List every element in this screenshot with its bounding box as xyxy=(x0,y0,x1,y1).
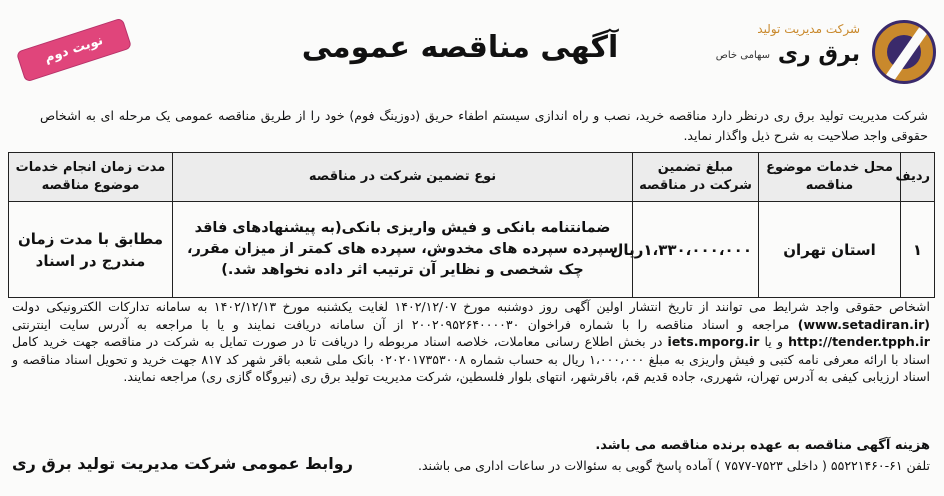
company-type: سهامی خاص xyxy=(715,50,770,61)
company-logo xyxy=(716,16,936,94)
tender-table xyxy=(8,152,935,298)
table-header-row xyxy=(9,153,935,202)
phone-note: تلفن ۶۱-۵۵۲۲۱۴۶۰ ( داخلی ۷۵۲۳-۷۵۷۷ ) آماده پاسخ گویی به سئوالات در ساعات اداری می باشند. xyxy=(418,458,930,473)
intro-paragraph: شرکت مدیریت تولید برق ری درنظر دارد مناقصه خرید، نصب و راه اندازی سیستم اطفاء حریق (دوزینگ فوم) خود را از طریق مناقصه عمومی یک مرحله ای به اشخاص حقوقی واجد صلاحیت به شرح ذیل واگذار نماید. xyxy=(40,108,928,143)
setadiran-link[interactable]: (www.setadiran.ir) xyxy=(797,316,931,332)
iets-link[interactable]: iets.mporg.ir xyxy=(667,334,760,349)
header-guarantee-type: نوع تضمین شرکت در مناقصه xyxy=(173,153,633,202)
instructions-part-3: و یا xyxy=(764,334,783,349)
cell-location: استان تهران xyxy=(759,202,901,298)
company-name: برق ری xyxy=(777,42,860,67)
instructions-part-4: در بخش اطلاع رسانی معاملات، خلاصه اسناد مربوطه را دریافت تا در صورت تمایل به شرکت در مناقصه جهت خرید کامل اسناد با ارائه معرفی نامه کتبی و فیش واریزی به مبلغ ۱،۰۰۰،۰۰۰ ریال به حساب شماره ۰۲۰۲۰۱۷۳۵۳۰۰۸ بانک ملی شعبه باقر شهر کد ۸۱۷ جهت خرید و تحویل اسناد مناقصه و اسناد ارزیابی کیفی به آدرس تهران، شهرری، جاده قدیم قم، باقرشهر، انتهای بلوار فلسطین، شرکت مدیریت تولید برق ری (نیروگاه گازی ری) مراجعه نمایند. xyxy=(12,334,930,384)
logo-emblem-icon xyxy=(872,20,936,84)
cell-guarantee-type: ضمانتنامه بانکی و فیش واریزی بانکی(به پیشنهادهای فاقد سپرده سپرده های مخدوش، سپرده های کمتر از میزان مقرر، چک شخصی و نظایر آن ترتیب اثر داده نخواهد شد.) xyxy=(173,202,633,298)
cell-duration: مطابق با مدت زمان مندرج در اسناد xyxy=(9,202,173,298)
company-subtitle: شرکت مدیریت تولید xyxy=(757,22,860,36)
cell-row-number: ۱ xyxy=(901,202,935,298)
tender-site-link[interactable]: http://tender.tpph.ir xyxy=(788,334,930,349)
cost-note: هزینه آگهی مناقصه به عهده برنده مناقصه می باشد. xyxy=(595,438,930,453)
header-amount: مبلغ تضمین شرکت در مناقصه xyxy=(633,153,759,202)
instructions-part-2: مراجعه و اسناد مناقصه را با شماره فراخوان ۲۰۰۲۰۹۵۲۶۴۰۰۰۰۳۰ از آن سامانه دریافت نمایند و یا با مراجعه به آدرس سایت اینترنتی xyxy=(12,316,790,332)
table-row xyxy=(9,202,935,298)
cell-amount: ۱،۳۳۰،۰۰۰،۰۰۰ریال xyxy=(633,202,759,298)
header-duration: مدت زمان انجام خدمات موضوع مناقصه xyxy=(9,153,173,202)
public-relations-signature: روابط عمومی شرکت مدیریت تولید برق ری xyxy=(12,454,353,473)
instructions-paragraph xyxy=(12,298,930,386)
header-location: محل خدمات موضوع مناقصه xyxy=(759,153,901,202)
round-badge: نوبت دوم xyxy=(16,17,132,82)
header-row-number: ردیف xyxy=(901,153,935,202)
page-title: آگهی مناقصه عمومی xyxy=(301,30,619,65)
instructions-part-1: اشخاص حقوقی واجد شرایط می توانند از تاریخ انتشار اولین آگهی روز دوشنبه مورخ ۱۴۰۲/۱۲/۰۷ لغایت یکشنبه مورخ ۱۴۰۲/۱۲/۱۳ به سامانه تدارکات الکترونیکی دولت xyxy=(12,299,930,314)
